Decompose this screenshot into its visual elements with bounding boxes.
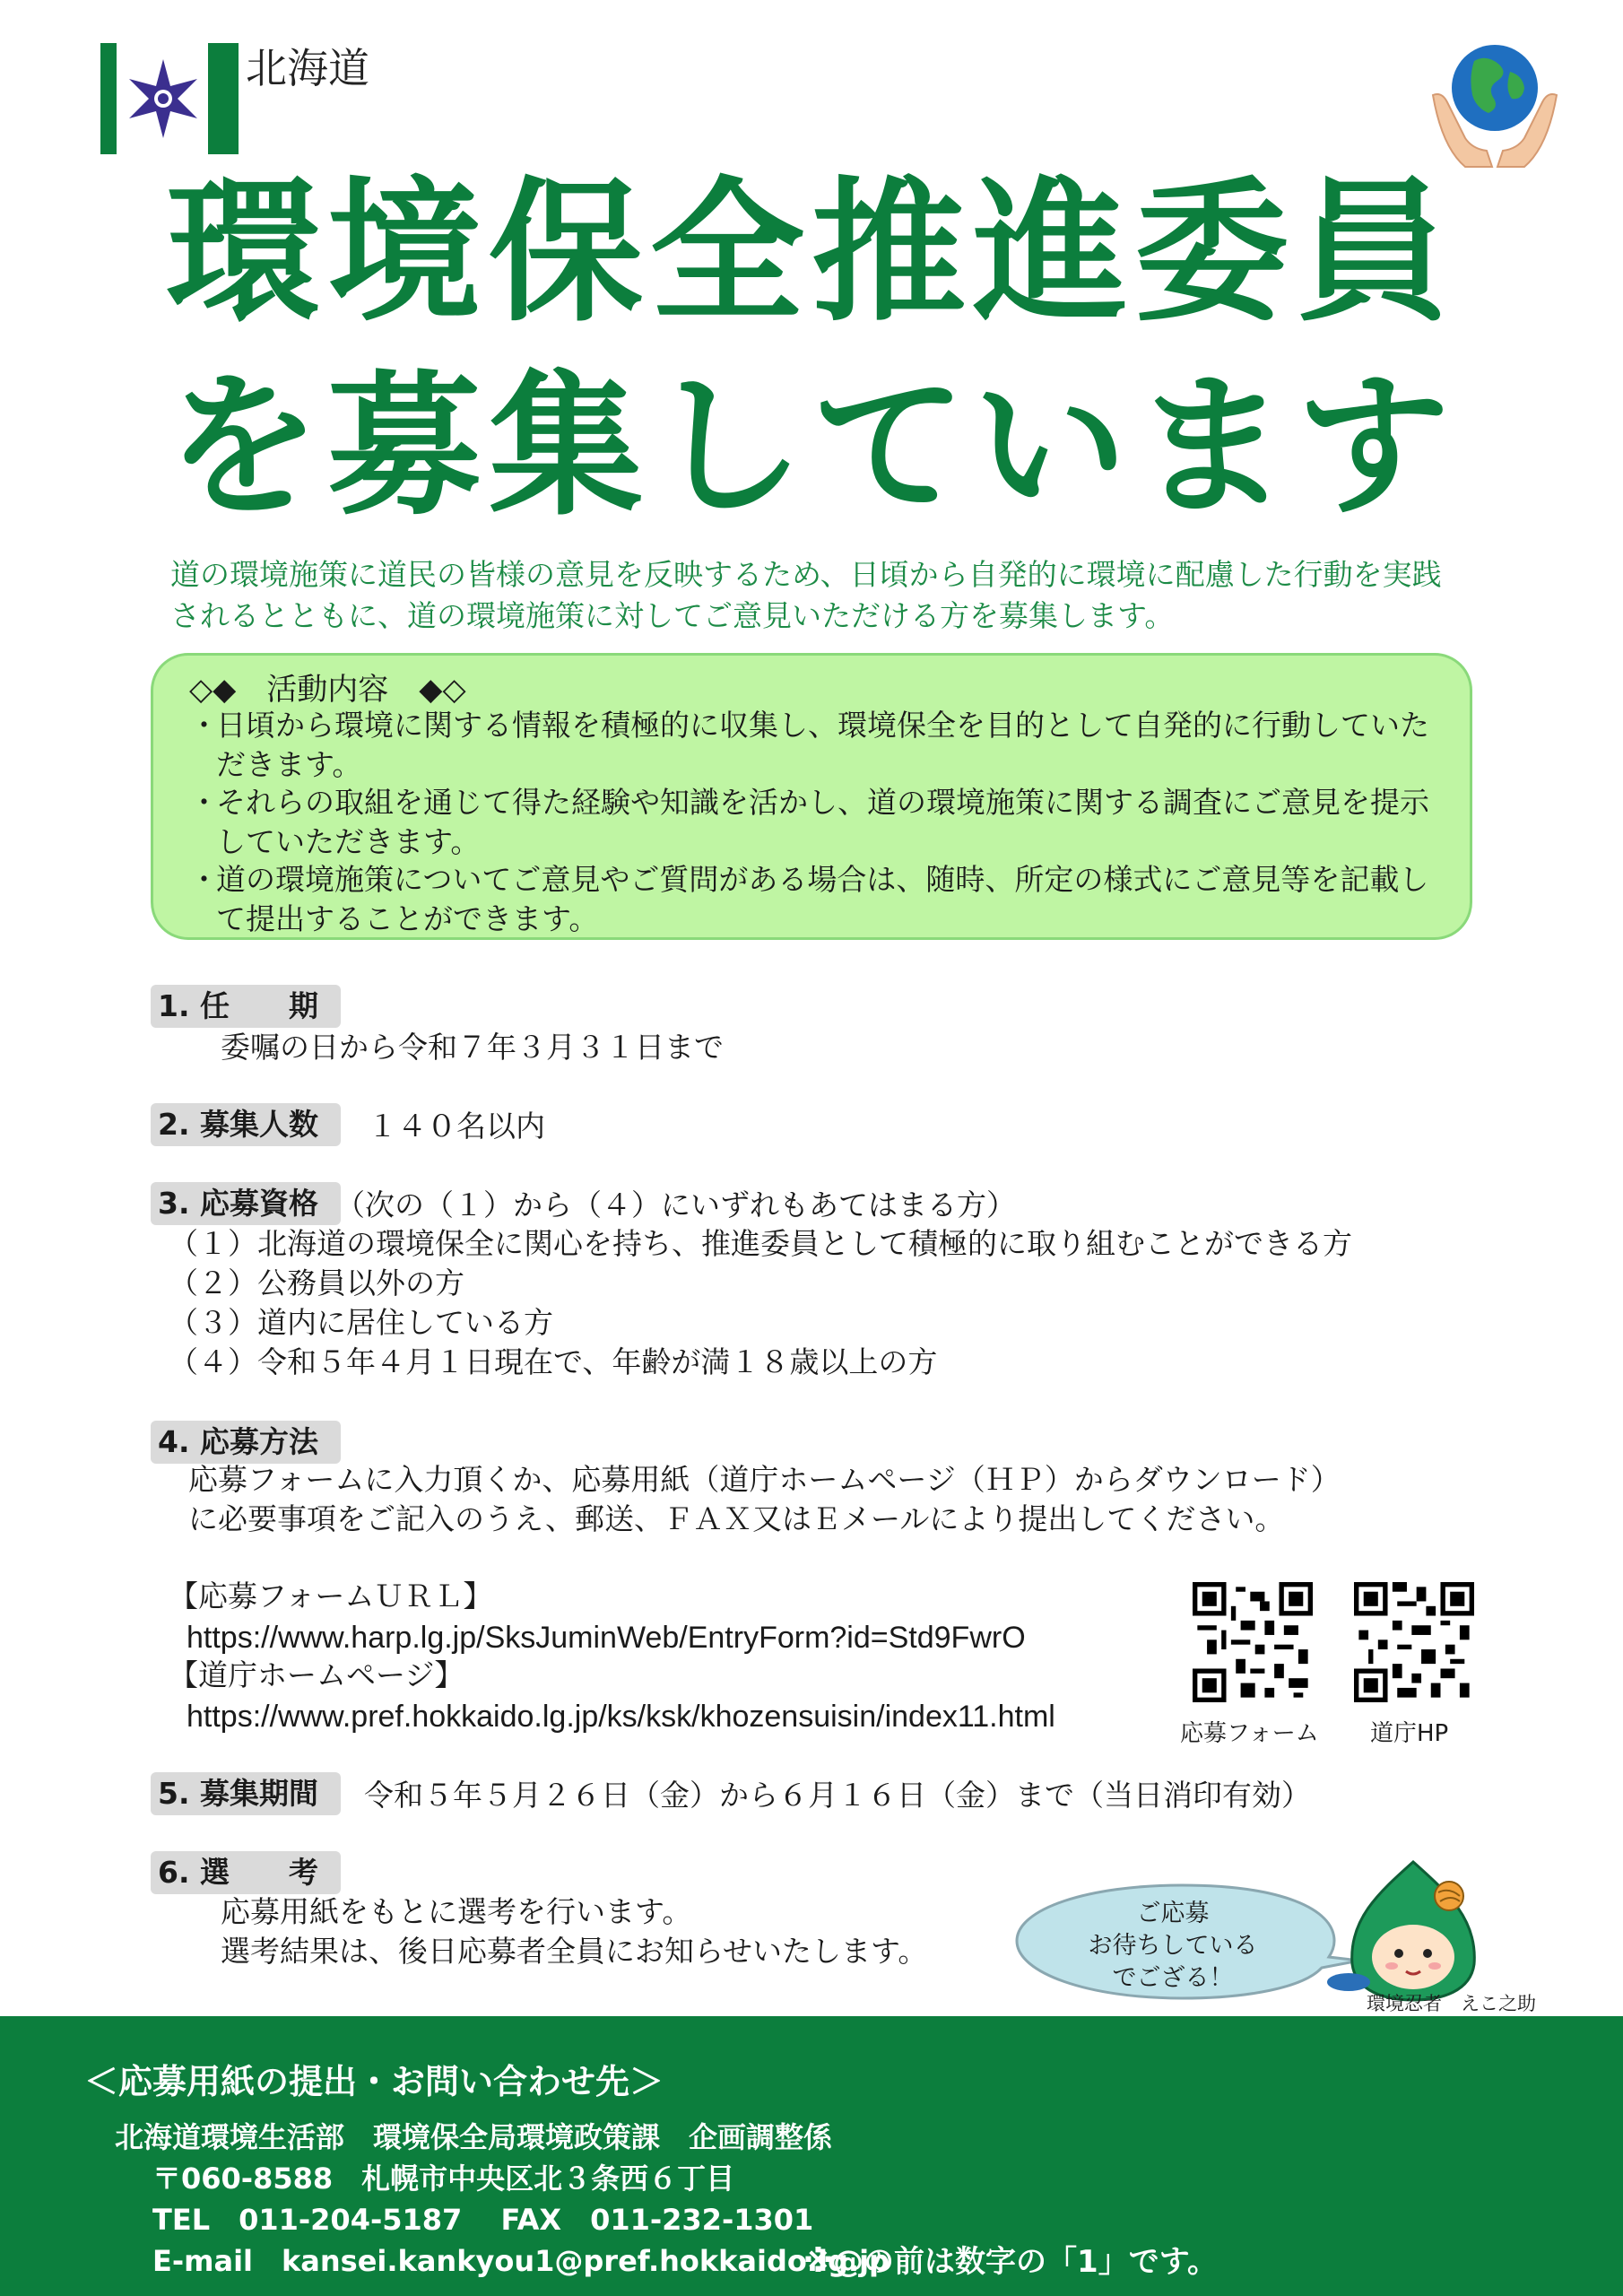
activity-item-text: 日頃から環境に関する情報を積極的に収集し、環境保全を目的として自発的に行動していただきます。 [216,708,1429,782]
qr-form-caption: 応募フォーム [1180,1720,1319,1747]
bullet: ・ [189,785,219,820]
method-text: に必要事項をご記入のうえ、郵送、ＦＡＸ又はＥメールにより提出してください。 [188,1501,1285,1536]
selection-text: 選考結果は、後日応募者全員にお知らせいたします。 [221,1934,928,1969]
contact-address: 〒060-8588 札幌市中央区北３条西６丁目 [152,2161,735,2196]
qualification-note: （次の（１）から（４）にいずれもあてはまる方） [335,1187,1016,1222]
activity-item-text: それらの取組を通じて得た経験や知識を活かし、道の環境施策に関する調査にご意見を提示していただきます。 [216,785,1429,859]
intro-text: 道の環境施策に道民の皆様の意見を反映するため、日頃から自発的に環境に配慮した行動を実践されるとともに、道の環境施策に対してご意見いただける方を募集します。 [170,557,1442,633]
qualification-item: （２）公務員以外の方 [169,1265,464,1300]
mascot-caption: 環境忍者 えこ之助 [1367,1993,1536,2014]
bubble-line: ご応募 [1136,1900,1210,1927]
main-title-line2: を募集しています [166,356,1457,536]
method-text: 応募フォームに入力頂くか、応募用紙（道庁ホームページ（ＨＰ）からダウンロード） [188,1462,1341,1497]
qr-code-icon[interactable] [1354,1582,1474,1702]
count-text: １４０名以内 [368,1109,545,1144]
activity-item [189,783,1436,862]
form-url-link[interactable]: https://www.harp.lg.jp/SksJuminWeb/EntryForm?id=Std9FwrO [187,1621,1026,1655]
contact-email[interactable]: E-mail kansei.kankyou1@pref.hokkaido.lg.jp [152,2244,890,2278]
term-heading: 1. 任 期 [151,985,341,1028]
count-heading: 2. 募集人数 [151,1103,341,1146]
qualification-item: （３）道内に居住している方 [169,1305,553,1340]
contact-title: ＜応募用紙の提出・お問い合わせ先＞ [84,2062,664,2101]
activity-item-text: 道の環境施策についてご意見やご質問がある場合は、随時、所定の様式にご意見等を記載して提出することができます。 [216,862,1429,936]
activity-item [189,860,1436,939]
contact-email-note: ※@の前は数字の「1」です。 [803,2244,1218,2280]
qr-hp-caption: 道庁HP [1370,1720,1449,1747]
hp-url-label: 【道庁ホームページ】 [169,1657,464,1692]
qualification-item: （４）令和５年４月１日現在で、年齢が満１８歳以上の方 [169,1344,938,1379]
method-heading: 4. 応募方法 [151,1421,341,1464]
hp-url-link[interactable]: https://www.pref.hokkaido.lg.jp/ks/ksk/khozensuisin/index11.html [187,1700,1055,1734]
activity-item [189,706,1436,785]
contact-tel-fax: TEL 011-204-5187 FAX 011-232-1301 [152,2203,814,2237]
contact-department: 北海道環境生活部 環境保全局環境政策課 企画調整係 [115,2120,833,2154]
bubble-text [1047,1898,1298,1995]
qualification-item: （１）北海道の環境保全に関心を持ち、推進委員として積極的に取り組むことができる方 [169,1226,1352,1261]
main-title-line1: 環境保全推進委員 [166,162,1457,343]
bubble-line: お待ちしている [1088,1932,1258,1960]
qr-code-icon[interactable] [1193,1582,1313,1702]
bubble-line: でござる！ [1112,1964,1234,1992]
period-heading: 5. 募集期間 [151,1772,341,1815]
contact-footer [0,2016,1623,2296]
activity-title: ◇◆ 活動内容 ◆◇ [189,672,466,708]
qualification-heading: 3. 応募資格 [151,1182,341,1225]
form-url-label: 【応募フォームＵＲＬ】 [169,1578,493,1613]
globe-in-hands-icon [1428,36,1562,170]
hokkaido-emblem-icon [100,43,244,154]
mascot-ninja-icon [1324,1857,1503,2009]
period-text: 令和５年５月２６日（金）から６月１６日（金）まで（当日消印有効） [364,1778,1311,1813]
selection-text: 応募用紙をもとに選考を行います。 [221,1894,692,1929]
activity-box [151,653,1472,940]
bullet: ・ [189,862,219,897]
bullet: ・ [189,708,219,743]
selection-heading: 6. 選 考 [151,1851,341,1894]
term-text: 委嘱の日から令和７年３月３１日まで [221,1030,724,1065]
prefecture-name: 北海道 [246,44,369,92]
